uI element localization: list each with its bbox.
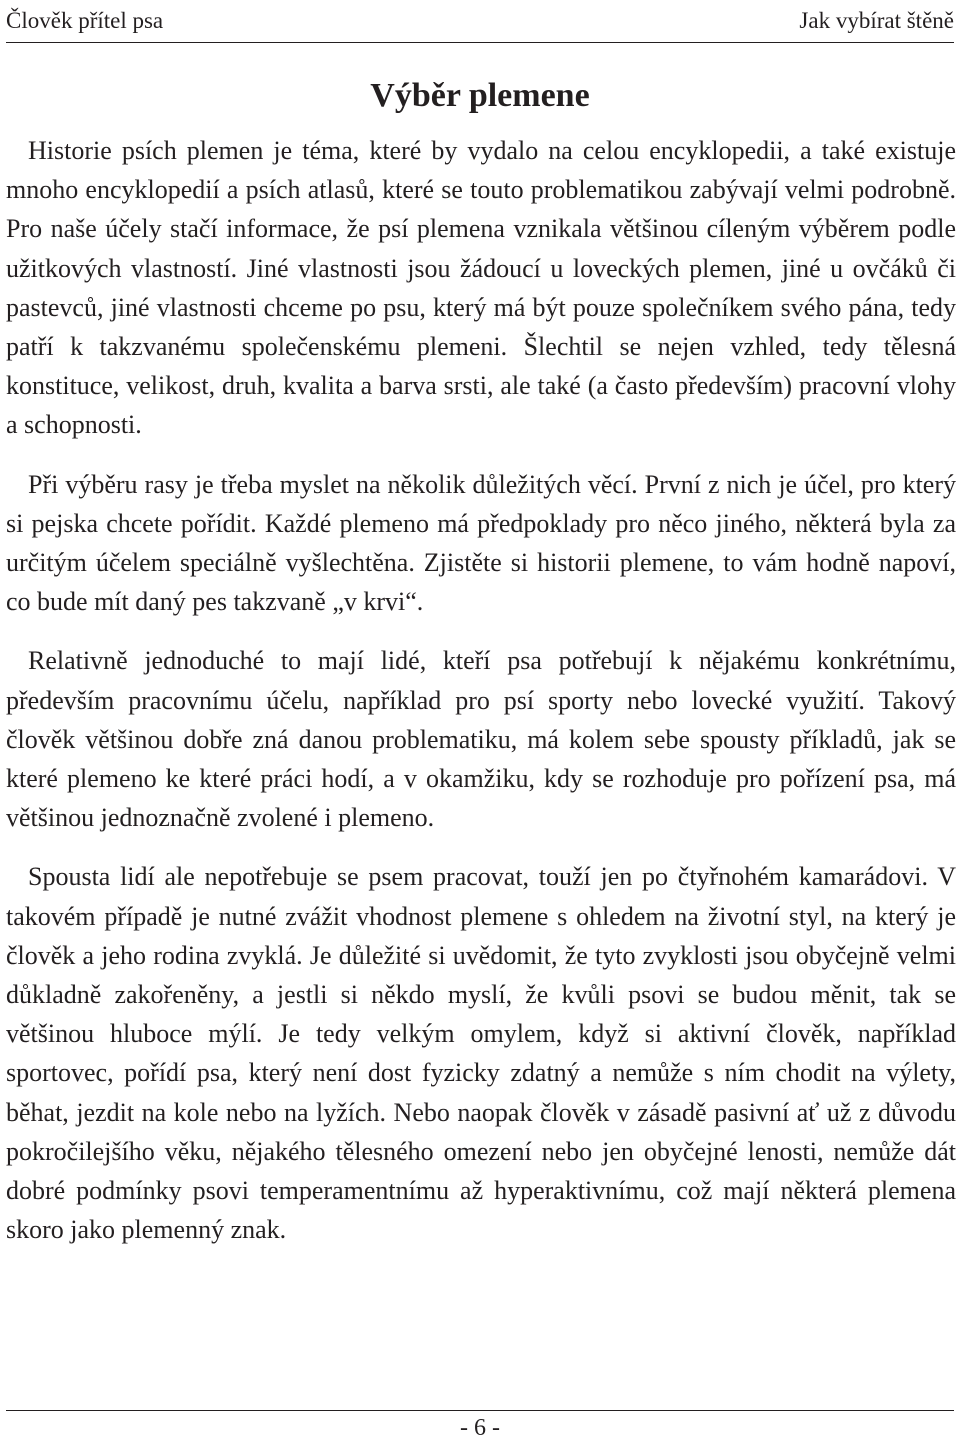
section-heading: Výběr plemene: [370, 77, 590, 114]
paragraph-4: Spousta lidí ale nepotřebuje se psem pracovat, touží jen po čtyřnohém kamarádovi. V takovém případě je nutné zvážit vhodnost plemene s ohledem na životní styl, na který je člověk a jeho rodina zvyklá. Je důležité si uvědomit, že tyto zvyklosti jsou obyčejně velmi důkladně zakořeněny, a jestli si někdo myslí, že kvůli psovi se budou měnit, tak se většinou hluboce mýlí. Je tedy velkým omylem, když si aktivní člověk, například sportovec, pořídí psa, který není dost fyzicky zdatný a nemůže s ním chodit na výlety, běhat, jezdit na kole nebo na lyžích. Nebo naopak člověk v zásadě pasivní ať už z důvodu pokročilejšího věku, nějakého tělesného omezení nebo jen obyčejné lenosti, nemůže dát dobré podmínky psovi temperamentnímu až hyperaktivnímu, což mají některá plemena skoro jako plemenný znak.: [6, 862, 956, 1245]
footer-divider: [6, 1410, 954, 1411]
paragraph-3: Relativně jednoduché to mají lidé, kteří psa potřebují k nějakému konkrétnímu, především pracovnímu účelu, například pro psí sporty nebo lovecké využití. Takový člověk většinou dobře zná danou problematiku, má kolem sebe spousty příkladů, jak se které plemeno ke které práci hodí, a v okamžiku, kdy se rozhoduje pro pořízení psa, má většinou jednoznačně zvolené i plemeno.: [6, 646, 956, 833]
header-divider: [6, 42, 954, 43]
paragraph-1: Historie psích plemen je téma, které by vydalo na celou encyklopedii, a také existuje mnoho encyklopedií a psích atlasů, které se touto problematikou zabývají velmi podrobně. Pro naše účely stačí informace, že psí plemena vznikala většinou cíleným výběrem podle užitkových vlastností. Jiné vlastnosti jsou žádoucí u loveckých plemen, jiné u ovčáků či pastevců, jiné vlastnosti chceme po psu, který má být pouze společníkem svého pána, tedy patří k takzvanému společenskému plemeni. Šlechtil se nejen vzhled, tedy tělesná konstituce, velikost, druh, kvalita a barva srsti, ale také (a často především) pracovní vlohy a schopnosti.: [6, 136, 956, 440]
body-text: [6, 131, 956, 1249]
running-header: [6, 4, 954, 38]
book-title: Člověk přítel psa: [6, 8, 164, 33]
paragraph-2: Při výběru rasy je třeba myslet na několik důležitých věcí. První z nich je účel, pro který si pejska chcete pořídit. Každé plemeno má předpoklady pro něco jiného, některá byla za určitým účelem speciálně vyšlechtěna. Zjistěte si historii plemene, to vám hodně napoví, co bude mít daný pes takzvaně „v krvi“.: [6, 469, 956, 617]
page-number: - 6 -: [460, 1415, 500, 1441]
chapter-title: Jak vybírat štěně: [799, 8, 954, 33]
